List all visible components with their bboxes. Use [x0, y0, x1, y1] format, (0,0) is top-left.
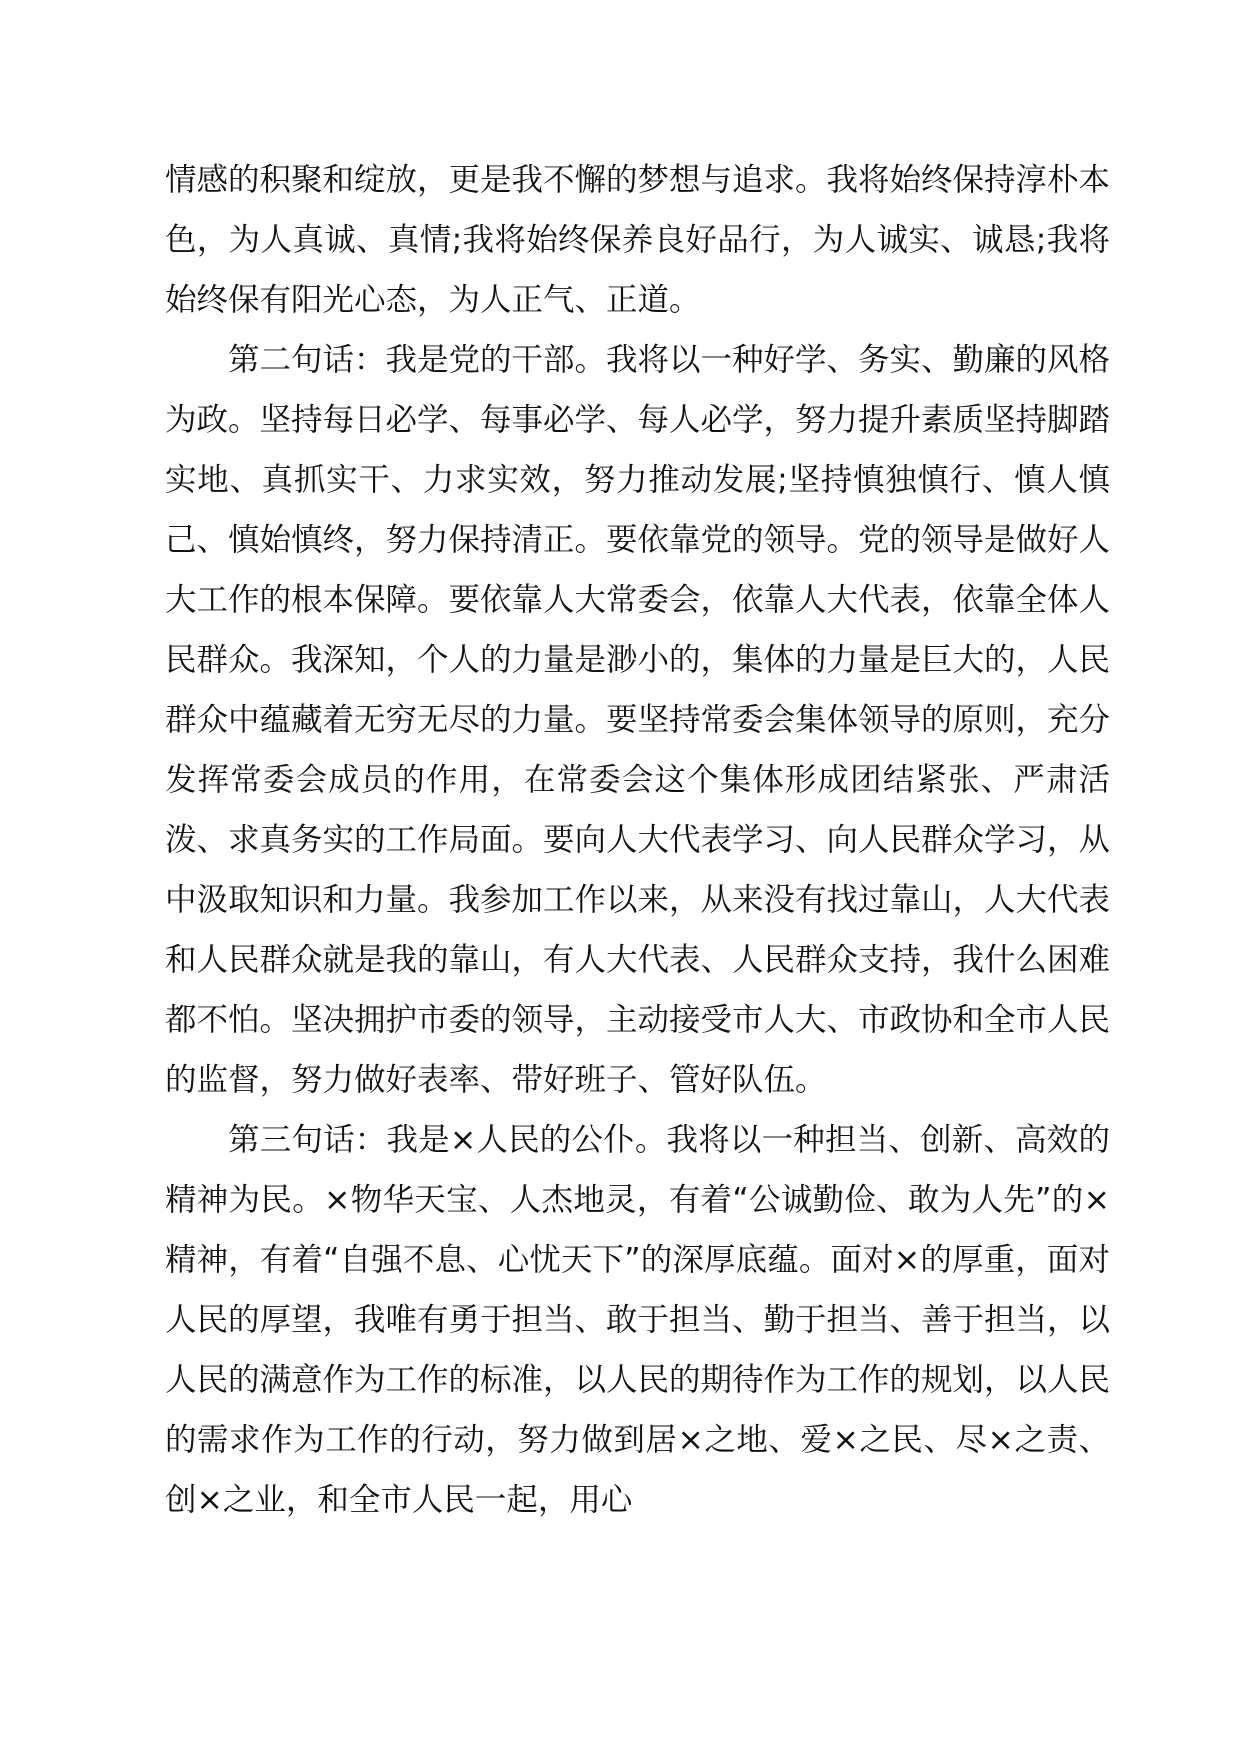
document-body: [165, 150, 1110, 1530]
paragraph-3: 第三句话：我是×人民的公仆。我将以一种担当、创新、高效的精神为民。×物华天宝、人杰地灵，有着“公诚勤俭、敢为人先”的×精神，有着“自强不息、心忧天下”的深厚底蕴。面对×的厚重，面对人民的厚望，我唯有勇于担当、敢于担当、勤于担当、善于担当，以人民的满意作为工作的标准，以人民的期待作为工作的规划，以人民的需求作为工作的行动，努力做到居×之地、爱×之民、尽×之责、创×之业，和全市人民一起，用心: [165, 1122, 1111, 1518]
paragraph-2: 第二句话：我是党的干部。我将以一种好学、务实、勤廉的风格为政。坚持每日必学、每事必学、每人必学，努力提升素质坚持脚踏实地、真抓实干、力求实效，努力推动发展;坚持慎独慎行、慎人慎己、慎始慎终，努力保持清正。要依靠党的领导。党的领导是做好人大工作的根本保障。要依靠人大常委会，依靠人大代表，依靠全体人民群众。我深知，个人的力量是渺小的，集体的力量是巨大的，人民群众中蕴藏着无穷无尽的力量。要坚持常委会集体领导的原则，充分发挥常委会成员的作用，在常委会这个集体形成团结紧张、严肃活泼、求真务实的工作局面。要向人大代表学习、向人民群众学习，从中汲取知识和力量。我参加工作以来，从来没有找过靠山，人大代表和人民群众就是我的靠山，有人大代表、人民群众支持，我什么困难都不怕。坚决拥护市委的领导，主动接受市人大、市政协和全市人民的监督，努力做好表率、带好班子、管好队伍。: [165, 342, 1111, 1098]
paragraph-1: 情感的积聚和绽放，更是我不懈的梦想与追求。我将始终保持淳朴本色，为人真诚、真情;我将始终保养良好品行，为人诚实、诚恳;我将始终保有阳光心态，为人正气、正道。: [165, 162, 1111, 318]
